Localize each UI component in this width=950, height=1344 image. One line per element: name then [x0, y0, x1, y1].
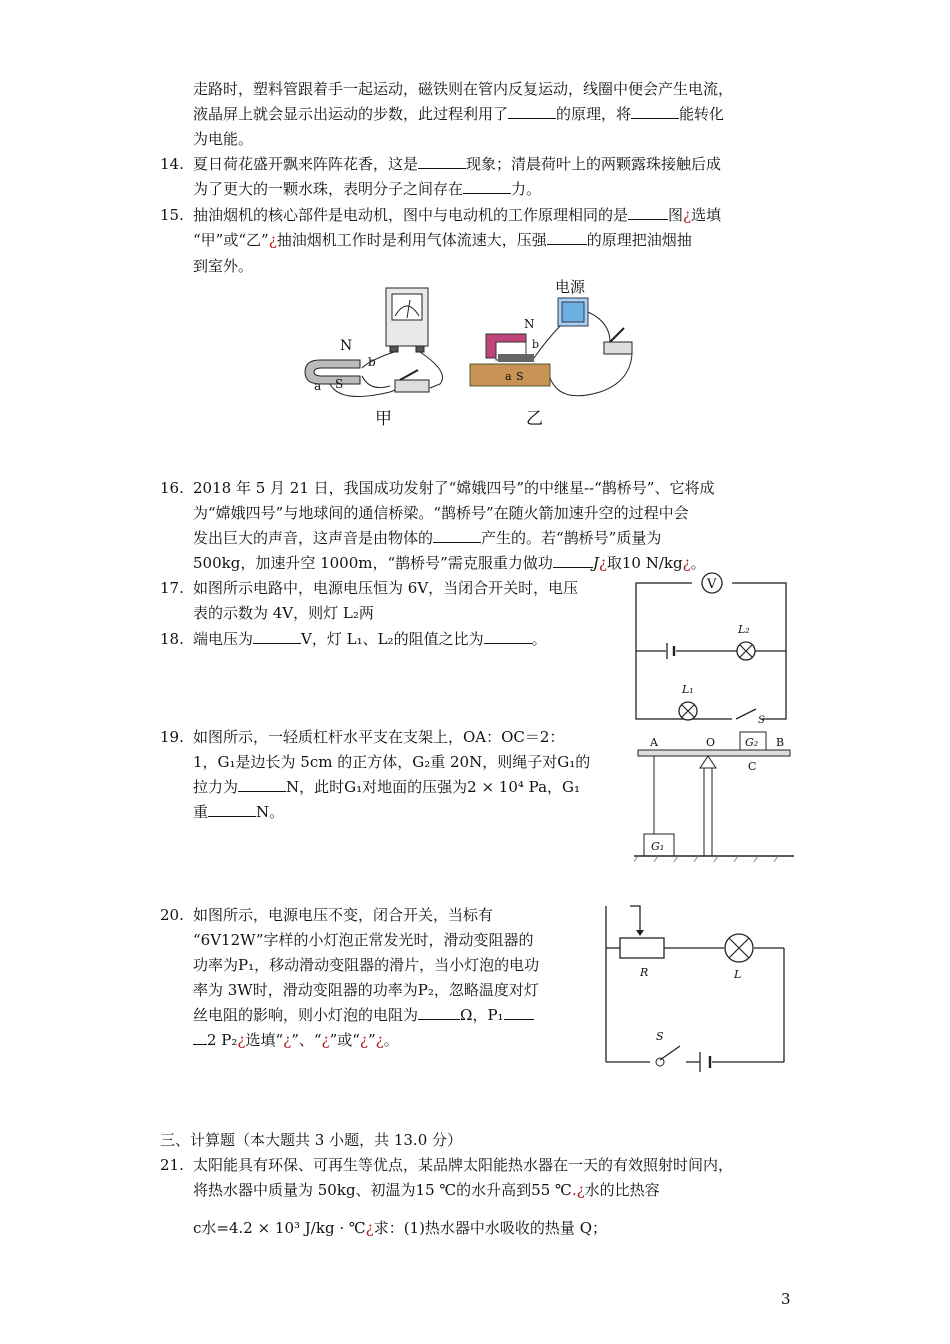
lamp-label: L	[734, 968, 742, 981]
q19-line1: 如图所示，一轻质杠杆水平支在支架上，OA：OC＝2：	[193, 728, 565, 746]
label-S: S	[516, 370, 524, 383]
q19-line3	[193, 777, 580, 797]
answer-blank[interactable]	[631, 104, 679, 119]
q20-line2: “6V12W”字样的小灯泡正常发光时，滑动变阻器的	[193, 931, 534, 949]
q17-line2: 表的示数为 4V，则灯 L₂两	[193, 604, 374, 622]
q20-text-d: 选填“	[245, 1031, 284, 1049]
q16-glyph: ¿	[598, 554, 607, 572]
page-number: 3	[781, 1290, 791, 1308]
q15-text-g: 的原理把油烟抽	[586, 231, 692, 249]
q15-text-a: 抽油烟机的核心部件是电动机，图中与电动机的工作原理相同的是	[193, 206, 629, 224]
point-a-label: A	[650, 736, 658, 749]
voltmeter-label: V	[707, 577, 717, 592]
q13-text-a: 液晶屏上就会显示出运动的步数，此过程利用了	[193, 105, 509, 123]
label-b: b	[368, 355, 376, 369]
q19-line4	[193, 802, 284, 822]
q14-text-d: 力。	[511, 180, 542, 198]
q20-text-c: 2 P₂	[207, 1031, 238, 1049]
q16-number: 16.	[160, 479, 184, 497]
section-title: 三、计算题（本大题共 3 小题，共 13.0 分）	[160, 1131, 463, 1149]
q20-line5	[193, 1005, 534, 1025]
q16-text-b: 产生的。若“鹊桥号”质量为	[481, 529, 662, 547]
q19-text-b: N，此时G₁对地面的压强为2 × 10⁴ Pa，G₁	[286, 778, 581, 796]
q15-glyph: ¿	[268, 231, 277, 249]
answer-blank[interactable]	[463, 179, 511, 194]
q21-text-a: 将热水器中质量为 50kg、初温为15 ℃的水升高到55 ℃	[193, 1181, 572, 1199]
q21-number: 21.	[160, 1156, 184, 1174]
q16-glyph: ¿	[682, 554, 691, 572]
switch-icon	[656, 1058, 664, 1066]
q20-text-f: ”或“	[329, 1031, 360, 1049]
point-c-label: C	[748, 760, 757, 773]
rheostat-icon	[620, 938, 664, 958]
point-b-label: B	[776, 736, 785, 749]
q20-circuit-figure	[600, 900, 790, 1080]
q13-line3: 为电能。	[193, 130, 254, 148]
label-N: N	[524, 317, 535, 331]
q16-line3	[193, 528, 661, 548]
q21-line3	[193, 1218, 607, 1238]
answer-blank[interactable]	[433, 528, 481, 543]
q20-glyph: ¿	[375, 1031, 384, 1049]
q13-text-c: 能转化	[679, 105, 725, 123]
q19-text-c: 重	[193, 803, 209, 821]
answer-blank[interactable]	[553, 553, 593, 568]
q20-glyph: ¿	[321, 1031, 330, 1049]
q18-text-a: 端电压为	[193, 630, 254, 648]
q20-text-e: ”、“	[291, 1031, 322, 1049]
q15-line2	[193, 230, 692, 250]
q15-line1	[193, 205, 721, 225]
answer-blank[interactable]	[547, 230, 587, 245]
q17-circuit-figure	[632, 565, 792, 725]
q15-glyph: ¿	[683, 206, 692, 224]
lamp-l1-label: L₁	[682, 683, 694, 696]
g1-label: G₁	[651, 840, 665, 853]
q20-text-b: Ω，P₁	[460, 1006, 504, 1024]
caption-yi: 乙	[526, 409, 543, 429]
q16-text-a: 发出巨大的声音，这声音是由物体的	[193, 529, 434, 547]
answer-blank[interactable]	[193, 1030, 207, 1045]
q20-glyph: ¿	[359, 1031, 368, 1049]
q21-text-d: c水=4.2 × 10³ J/kg · ℃	[193, 1219, 366, 1237]
answer-blank[interactable]	[208, 802, 256, 817]
q16-line4	[193, 553, 706, 573]
support-post	[704, 768, 712, 856]
q19-line2: 1，G₁是边长为 5cm 的正方体，G₂重 20N，则绳子对G₁的	[193, 753, 591, 771]
answer-blank[interactable]	[253, 629, 301, 644]
q17-line1: 如图所示电路中，电源电压恒为 6V，当闭合开关时，电压	[193, 579, 579, 597]
answer-blank[interactable]	[418, 154, 466, 169]
switch-label: S	[758, 715, 765, 725]
power-source	[558, 298, 588, 326]
q17-number: 17.	[160, 579, 184, 597]
rheostat-label: R	[640, 966, 649, 979]
q21-glyph: ¿	[365, 1219, 374, 1237]
lamp-l2-label: L₂	[738, 623, 750, 636]
q16-line2: 为“嫦娥四号”与地球间的通信桥梁。“鹊桥号”在随火箭加速升空的过程中会	[193, 504, 689, 522]
q21-line2	[193, 1180, 660, 1200]
q18-text-b: V，灯 L₁、L₂的阻值之比为	[301, 630, 484, 648]
lever-bar	[638, 750, 790, 756]
caption-jia: 甲	[375, 409, 392, 429]
label-N: N	[340, 338, 353, 354]
q21-line1: 太阳能具有环保、可再生等优点，某品牌太阳能热水器在一天的有效照射时间内，	[193, 1156, 734, 1174]
q16-line1: 2018 年 5 月 21 日，我国成功发射了“嫦娥四号”的中继星--“鹊桥号”、它将成	[193, 479, 715, 497]
q20-text-h: 。	[383, 1031, 399, 1049]
answer-blank[interactable]	[628, 205, 668, 220]
q20-line3: 功率为P₁，移动滑动变阻器的滑片，当小灯泡的电功	[193, 956, 540, 974]
q21-text-f: 求：(1)热水器中水吸收的热量 Q；	[373, 1219, 608, 1237]
answer-blank[interactable]	[238, 777, 286, 792]
q13-line2	[193, 104, 724, 124]
q13-text-b: 的原理，将	[556, 105, 632, 123]
q19-number: 19.	[160, 728, 184, 746]
q19-text-d: N。	[256, 803, 285, 821]
q15-number: 15.	[160, 206, 184, 224]
q20-glyph: ¿	[237, 1031, 246, 1049]
answer-blank[interactable]	[484, 629, 532, 644]
q20-text-g: ”	[367, 1031, 376, 1049]
q15-text-e: “甲”或“乙”	[193, 231, 269, 249]
galvanometer	[386, 288, 428, 352]
label-a: a	[505, 370, 512, 383]
q20-line1: 如图所示，电源电压不变，闭合开关，当标有	[193, 906, 494, 924]
q18-text-c: 。	[531, 630, 547, 648]
answer-blank[interactable]	[418, 1005, 460, 1020]
q14-line1	[193, 154, 721, 174]
q14-line2	[193, 179, 541, 199]
label-a: a	[314, 379, 322, 393]
q14-text-c: 为了更大的一颗水珠，表明分子之间存在	[193, 180, 464, 198]
switch-label: S	[656, 1030, 664, 1043]
q19-text-a: 拉力为	[193, 778, 239, 796]
q16-text-f: 。	[690, 554, 706, 572]
answer-blank[interactable]	[508, 104, 556, 119]
label-S: S	[335, 377, 344, 391]
q16-text-d: 取10 N/kg	[606, 554, 683, 572]
q15-figure	[300, 272, 645, 437]
q15-text-f: 抽油烟机工作时是利用气体流速大，压强	[276, 231, 547, 249]
q15-text-b: 图	[668, 206, 684, 224]
q14-text-a: 夏日荷花盛开飘来阵阵花香，这是	[193, 155, 419, 173]
q18-number: 18.	[160, 630, 184, 648]
power-label: 电源	[555, 278, 586, 296]
point-o-label: O	[706, 736, 716, 749]
q20-text-a: 丝电阻的影响，则小灯泡的电阻为	[193, 1006, 419, 1024]
q20-number: 20.	[160, 906, 184, 924]
q13-line1: 走路时，塑料管跟着手一起运动，磁铁则在管内反复运动，线圈中便会产生电流，	[193, 80, 734, 98]
g2-label: G₂	[745, 736, 759, 749]
q20-line4: 率为 3W时，滑动变阻器的功率为P₂，忽略温度对灯	[193, 981, 539, 999]
q16-unit: J	[592, 554, 599, 572]
q20-glyph: ¿	[283, 1031, 292, 1049]
label-b: b	[532, 338, 540, 351]
q19-lever-figure	[634, 730, 794, 868]
switch-jia	[395, 370, 429, 392]
q16-text-c: 500kg，加速升空 1000m，“鹊桥号”需克服重力做功	[193, 554, 553, 572]
q18-line1	[193, 629, 547, 649]
answer-blank[interactable]	[504, 1005, 534, 1020]
q14-number: 14.	[160, 155, 184, 173]
q21-glyph: .¿	[571, 1181, 585, 1199]
q20-line6	[193, 1030, 399, 1050]
q15-line3: 到室外。	[193, 257, 254, 275]
q21-text-c: 水的比热容	[584, 1181, 660, 1199]
q14-text-b: 现象；清晨荷叶上的两颗露珠接触后成	[466, 155, 722, 173]
q15-text-d: 选填	[691, 206, 722, 224]
